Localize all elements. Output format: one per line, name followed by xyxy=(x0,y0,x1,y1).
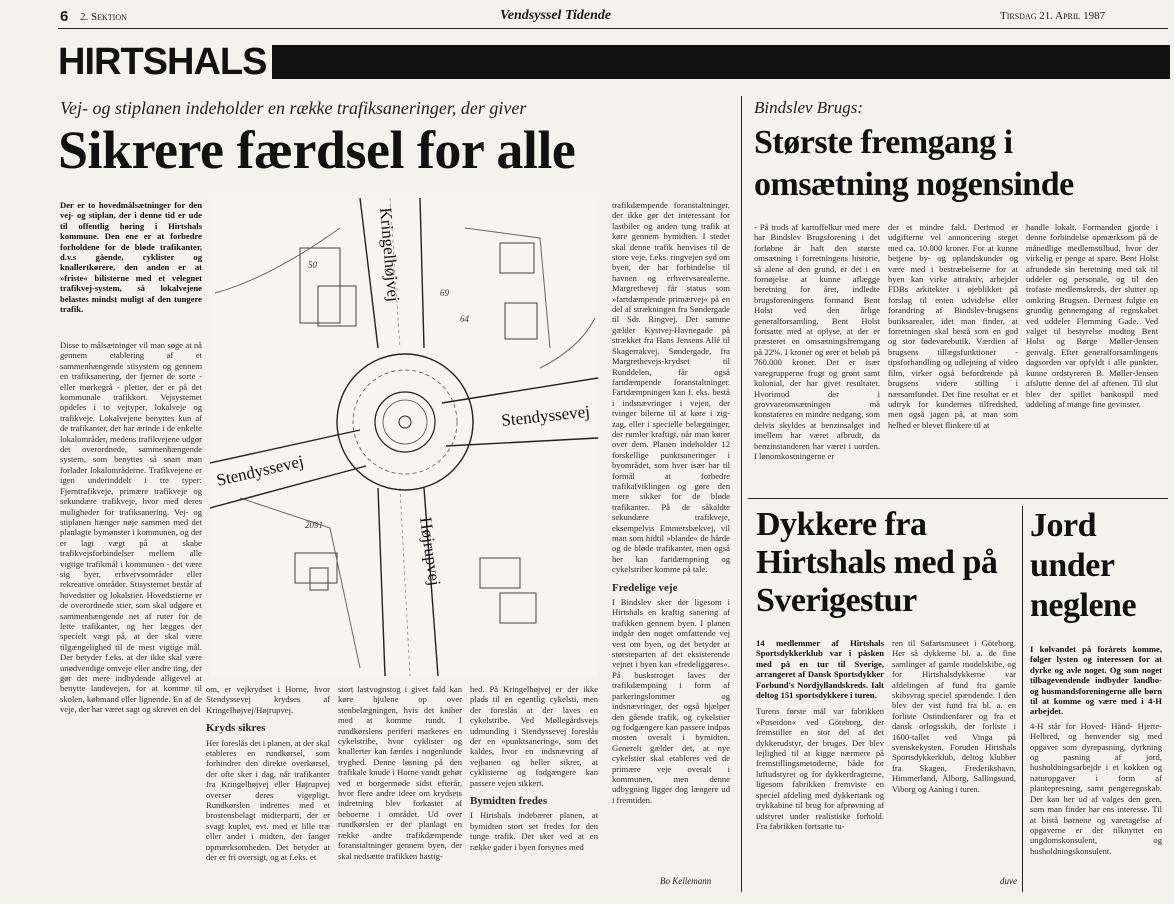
article3-col1: 14 medlemmer af Hirtshals Sportsdykkerklub var i påsken med på en tur til Sverige, arrangeret af Dansk Sportsdykker Forbund's Nordjyllandskreds. Ialt deltog 151 sportsdykkere i turen. Turens første mål var fabrikken »Poseidon« ved Göteborg, der fremstiller en stor del af det dykkerudstyr, der bruges. Der blev lejlighed til at kigge nærmere på fremstillingsmetoderne, både for luftudstyret og for dykkerdragterne, ligesom fabrikken fremviste en speciel afdeling med dykkertank og trykkabine til brug for afprøvning af udstyret under realistiske forhold. Fra fabrikken fortsatte tu- xyxy=(756,638,884,831)
banner-bar xyxy=(272,45,1170,79)
subhead-bymidten: Bymidten fredes xyxy=(470,795,548,808)
article1-kicker: Vej- og stiplanen indeholder en række trafiksaneringer, der giver xyxy=(60,98,527,118)
article2-col2: der et mindre fald. Derimod er udgifterne vel annoncering steget med ca. 10.000 kroner. For at kunne betjene by- og oplandskunder og være med i bestræbelserne for at byen kan virke attraktiv, arbejder FDBs arkitekter i øjeblikket på forslag til enten udvidelse eller forandring af Bindslev-brugsens butiksarealer, idet man finder, at forretningen skal bestå som en god og stor fødevarebutik. Værdien af brugsens tillægsfunktioner - tipsforhandling og udlejning af video film, virker også befordrende på brugsens videre stilling i nærsamfundet. Det fine resultat er et udtryk for kundernes tilfredshed, men også jagen på, at man som helhed er blevet flinkere til at xyxy=(888,222,1018,430)
article1-col-b: stort lastvognstog i givet fald kan køre hjulene op over stenbelægningen, hvis det kniber med at komme rundt. I rundkørslens periferi markeres en cykelstribe, hvor cyklister og knallerter kan færdes i nogenlunde tryghed. Denne løsning på den trafikale knude i Horne vandt gehør ved et borgermøde sidst efterår, hvor flere andre ideer om krydsets indretning blev forkastet af beboerne i området. Ud over rundkørslen er der planlagt en række andre trafikdæmpende foranstaltninger gennem byen, der skal nedsætte trafikken hastig- xyxy=(338,684,462,861)
map-plot-b: 69 xyxy=(440,288,449,298)
section-banner xyxy=(58,42,1170,82)
article2-headline: Største fremgang i omsætning nogensinde xyxy=(754,124,1074,203)
article3-byline: duve xyxy=(1000,876,1017,886)
roundabout-map-svg xyxy=(210,198,598,676)
article2-col1: - På trods af kartoffelkur med mere har Bindslev Brugsforening i det forløbne år haft den største omsætning i forretningens historie, så alene af den grund, er det i en fornøjelse at kunne aflægge beretning for året, indledte brugsforeningens formand Bent Holst ved den årlige generalforsamling. Bent Holst fortsatte med at oplyse, at der er præsteret en omsætningsfremgang på 22%. I kroner og ører et beløb på 760.000 kroner. Det er især varegrupperne frugt og grønt samt kolonial, der har givet resultatet. Hvorimod der i grovvareomsætningen må konstateres en mindre nedgang, som delvis skyldes at benzinsalget ind imellem har været afbrudt, da benzinstanderen har været i uorden. I lønomkostningerne er xyxy=(754,222,880,461)
article1-col-a: om, er vejkrydset i Horne, hvor Stendyssevej krydses af Kringelhøjvej/Højrupvej. Kryds sikres Her foreslås det i planen, at der skal etableres en rundkørsel, som forhindrer den direkte overkørsel, der ofte sker i dag, når trafikanter fra Kringelhøjvej eller Højrupvej overser deres vigepligt. Rundkørslen indrettes med et brostensbelagt midterparti, der er svagt kuplet, evt. med et lille træ eller andet i midten, der fanger opmærksomheden. Det betyder at der er fri oversigt, og at f.eks. et xyxy=(206,684,330,863)
article1-byline: Bo Kellemann xyxy=(660,876,712,886)
article3-headline: Dykkere fra Hirtshals med på Sverigestur xyxy=(756,506,998,619)
map-plot-a: 50 xyxy=(308,260,317,270)
map-label-south: Højrupvej xyxy=(416,515,445,587)
map-label-west: Stendyssevej xyxy=(214,451,306,490)
article2-col3: handle lokalt. Formanden gjorde i denne forbindelse opmærksom på de månedlige medlemstilbud, hvor der virkelig er penge at spare. Bent Holst afrundede sin beretning med tak til uddeler og personale, og til den trofaste medlemskreds, der slutter op omkring Brugsen. Dernæst fulgte en grundig gennemgang af regnskabet ved uddeler Flemming Gade. Ved valget til bestyrelse modtog Bent Holst og Børge Møller-Jensen genvalg. Efter generalforsamlingens dagsorden var opfyldt i alle punkter, kunne ordstyreren B. Møller-Jensen afslutte denne del af aftenen. Til slut blev der spillet bankospil med uddeling af mange fine gevinster. xyxy=(1026,222,1158,409)
article1-col1: Disse to målsætninger vil man søge at nå gennem etablering af et sammenhængende stisystem og gennem en trafiksanering, der fjerner de sorte - eller mørkegrå - pletter, der er på det kommunale trafikkort. Vejsystemet opdeles i to vejtyper, lokalveje og trafikveje. Lokalvejene benyttes kun af de trafikanter, der har ærinde i de enkelte lokalområder, medens trafikvejene udgør det overordnede, sammenhængende system, som benyttes så snart man forlader lokalområderne. Trafikvejene er igen underinddelt i tre typer: Fjerntrafikveje, primære trafikveje og sekundære trafikveje, hvor med deres muligheder for trafiksanering. Vej- og stiplanen hænger nøje sammen med det planlagte bymønster i kommunen, og der er lagt vægt på at skabe trafikvejsforbindelser mellem alle vigtige trafikmål i kommunen - det være sig byer, erhvervsområder eller rekreative områder. Stisystemet består af hovedstier og lokalstier. Hovedstierne er de overordnede stier, som skal udgøre et sammenhængende net af ruter for de lette trafikanter, og her lægges der specielt vægt på, at der skal være tilgængelighed til de mest vigtige mål. Der betyder f.eks. at der ikke skal være unødvendige omveje eller andre ting, der gør det mere indbydende alligevel at benytte landevejen, for at komme til skolen, købmand eller lignende. En af de veje, der har været sagt og skrevet en del xyxy=(60,340,202,715)
page-number: 6 xyxy=(60,8,69,25)
article2-bottom-rule xyxy=(748,498,1168,499)
article3-col2: ren til Søfartsmuseet i Göteborg. Her så dykkerne bl. a. de fine samlinger af gamle modelskibe, og for Hirtshalsdykkerne var afdelingen af fund fra gamle skibsvrag speciel spændende. I den blev der vist fund fra bl. a. en forliste Ostindienfarer og fra et dansk orlogsskib, der forliste i 1600-tallet ved Vinga på svenskekysten. Foruden Hirtshals Sportsdykkerklub, deltog klubber fra Skagen, Frederikshavn, Himmerland, Ålborg, Sallingsund, Viborg og Aaning i turen. xyxy=(892,638,1016,794)
column-rule-main xyxy=(741,96,742,892)
banner-label: HIRTSHALS xyxy=(58,40,267,83)
article4-col: I kølvandet på forårets komme, følger lysten og interessen for at dyrke og avle noget. Og som noget tilbagevendende indbyder landbo- og husmandsforeningerne alle børn til at komme og være med i 4-H arbejdet. 4-H står for Hoved- Hånd- Hjerte- Helbred, og henvender sig med opgaver som dyrepasning, dyrkning og pasning af jord, husholdningsarbejde i et køkken og naturopgaver i form af plantepresning, samt pengeregnskab. Der kan her ud af valges den gren, som man finder har ens interesse. Til at bistå børnene og varetagelse af opgaverne er der tilknyttet en ungdomskonsulent, og husholdningskonsulent. xyxy=(1030,644,1162,856)
header-rule xyxy=(58,28,1168,29)
issue-date: Tirsdag 21. April 1987 xyxy=(1000,10,1106,22)
map-plot-d: 2091 xyxy=(305,520,323,530)
subhead-kryds: Kryds sikres xyxy=(206,722,266,735)
map-label-east: Stendyssevej xyxy=(500,401,591,430)
section-label: 2. Sektion xyxy=(80,11,127,23)
article1-col-c: hed. På Kringelhøjvej er der ikke plads til en egentlig cykelsti, men der foreslås at der laves en cykelstribe. Ved Møllegårdsvejs udmunding i Stendyssevej foreslås der en »punktsanering«, som det kaldes, hvor en indsnævring af vejbanen og heller sikrer, at cyklisterne og fodgængere kan passere vejen sikkert. Bymidten fredes I Hirtshals indebærer planen, at bymidten stort set fredes for den tunge trafik. Det sker ved at en række gader i byen forsynes med xyxy=(470,684,598,852)
map-plot-c: 64 xyxy=(460,314,469,324)
article4-headline: Jord under neglene xyxy=(1030,507,1137,624)
map-label-north: Kringelhøjvej xyxy=(376,206,404,303)
article2-kicker: Bindslev Brugs: xyxy=(754,98,864,117)
article1-lead: Der er to hovedmålsætninger for den vej- og stiplan, der i denne tid er ude til offentlig høring i Hirtshals kommune. Den ene er at forbedre forholdene for de bløde trafikanter, d.v.s gående, cyklister og knallertkørere, den anden er at »friste« bilisterne med et velegnet trafikvej-system, så lokalvejene belastes mindst muligt af den tungere trafik. xyxy=(60,200,202,315)
article1-headline: Sikrere færdsel for alle xyxy=(58,120,576,180)
article1-col3: trafikdæmpende foranstaltninger, der ikke gør det interessant for lastbiler og anden tung trafik at køre gennem bymidten. I stedet skal denne trafik henvises til de store veje, f.eks. ringvejen syd om byen, der har forbindelse til havnen og erhvervsarealerne. Margrethevej får status som »fartdæmpende primærvej« på en del af strækningen fra Søndergade til Sdr. Ringvej. Det samme gælder Kystvej-Havnegade på strækket fra Hans Jensens Allé til Skagerrakvej. Søndergade, fra Margrethevejs-krydset til Runddelen, får også fartdæmpende foranstaltninger. Fartdæmpningen kan f. eks. bestå i indsnævringer i vejen, der tvinger bilerne til at køre i zig-zag, eller i specielle belægninger, der rumler kraftigt, når man kører over dem. Planen indeholder 12 forskellige punktsaneringer i byområdet, som hver især har til formål at forbedre trafikafviklingen og gøre den mere sikker for de bløde trafikanter. På de såkaldte sekundære trafikveje, eksempelvis Emmersbækvej, vil man som hidtil »blande« de hårde og de bløde trafikanter, men også her kan fartdæmpning og cykelstriber komme på tale. Fredelige veje I Bindslev sker der ligesom i Hirtshals en kraftig sanering af trafikken gennem byen. I planen indgår den noget omfattende vej vest om byen, og det betyder at størsteparten af det eksisterende vejnet i byen kan »fredeliggøres«. På buskstroget laves der trafikdæmpning i form af parkeringslommer og indsnævringer, der også hjælper den gående trafik, og cykelstier og fodgængere kan passere indpas mosten overalt i bymidten. Generelt gælder det, at nye cykelstier skal etableres ved de primære veje overalt i kommunen, men denne udbygning ligger dog længere ud i fremtiden. xyxy=(612,200,730,805)
subhead-fredelige: Fredelige veje xyxy=(612,581,678,594)
roundabout-map xyxy=(210,198,598,676)
masthead: Vendsyssel Tidende xyxy=(500,8,612,23)
column-rule-right xyxy=(1022,506,1023,892)
